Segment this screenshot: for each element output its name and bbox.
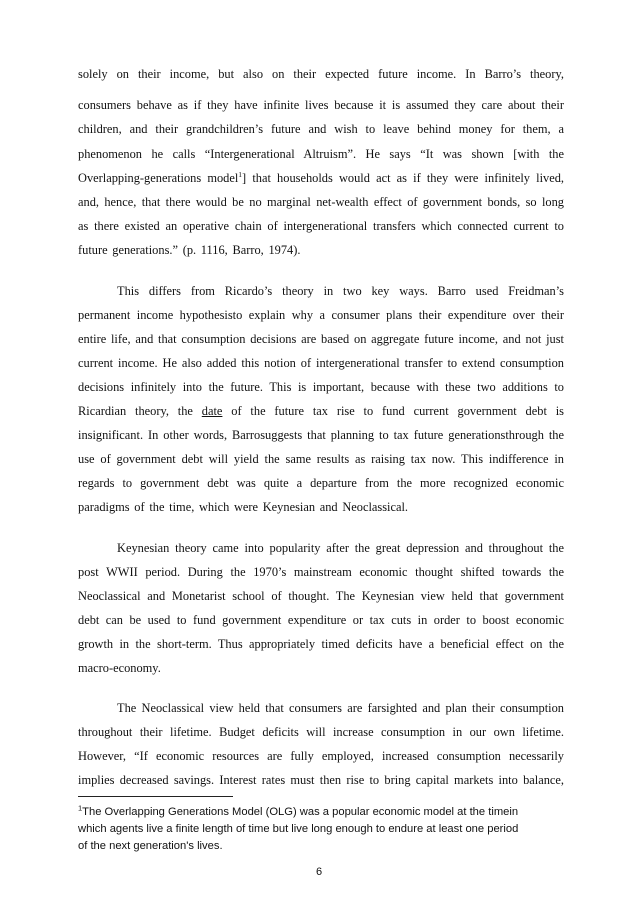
footnote-line [78, 804, 548, 820]
page-number: 6 [315, 866, 323, 878]
text-line: entire life, and that consumption decisions are based on aggregate future income, and not just [78, 332, 564, 346]
text-segment: of the future tax rise to fund current government debt is [222, 404, 564, 418]
footnote-line: of the next generation's lives. [78, 840, 223, 852]
text-line: This differs from Ricardo’s theory in two key ways. Barro used Freidman’s [117, 284, 564, 298]
text-line: consumers behave as if they have infinite lives because it is assumed they care about their [78, 98, 564, 112]
text-line: Neoclassical and Monetarist school of thought. The Keynesian view held that government [78, 589, 564, 603]
underlined-word: date [201, 404, 223, 418]
text-line: regards to government debt was quite a departure from the more recognized economic [78, 476, 564, 490]
footnote-separator [78, 796, 233, 797]
text-segment: Ricardian theory, the [78, 404, 202, 418]
text-segment: Overlapping-generations model [78, 171, 239, 185]
text-line: growth in the short-term. Thus appropriately timed deficits have a beneficial effect on the [78, 637, 564, 651]
text-line: debt can be used to fund government expenditure or tax cuts in order to boost economic [78, 613, 564, 627]
text-line: current income. He also added this notion of intergenerational transfer to extend consumption [78, 356, 564, 370]
text-line [78, 403, 564, 419]
footnote-marker: 1 [78, 803, 83, 813]
text-line: future generations.” (p. 1116, Barro, 1974). [78, 243, 301, 257]
text-line: phenomenon he calls “Intergenerational Altruism”. He says “It was shown [with the [78, 147, 564, 161]
text-line: use of government debt will yield the same results as raising tax now. This indifference in [78, 452, 564, 466]
text-line: throughout their lifetime. Budget deficits will increase consumption in our own lifetime. [78, 725, 564, 739]
text-segment: ] that households would act as if they were infinitely lived, [242, 171, 565, 185]
text-line: and, hence, that there would be no marginal net-wealth effect of government bonds, so long [78, 195, 564, 209]
text-line: macro-economy. [78, 661, 161, 675]
footnote-line: which agents live a finite length of time but live long enough to endure at least one period [78, 823, 519, 835]
text-line: However, “If economic resources are fully employed, increased consumption necessarily [78, 749, 564, 763]
text-line: paradigms of the time, which were Keynesian and Neoclassical. [78, 500, 409, 514]
text-line: insignificant. In other words, Barrosuggests that planning to tax future generationsthrough the [78, 428, 564, 442]
text-line: Keynesian theory came into popularity after the great depression and throughout the [117, 541, 564, 555]
text-line: decisions infinitely into the future. This is important, because with these two additions to [78, 380, 564, 394]
text-line: implies decreased savings. Interest rates must then rise to bring capital markets into balance, [78, 773, 564, 787]
text-line: solely on their income, but also on their expected future income. In Barro’s theory, [78, 67, 564, 81]
text-line: children, and their grandchildren’s future and wish to leave behind money for them, a [78, 122, 564, 136]
text-line: The Neoclassical view held that consumers are farsighted and plan their consumption [117, 701, 564, 715]
text-line [78, 170, 564, 186]
footnote-reference[interactable]: 1 [238, 169, 243, 179]
text-line: post WWII period. During the 1970’s mainstream economic thought shifted towards the [78, 565, 564, 579]
text-line: permanent income hypothesisto explain why a consumer plans their expenditure over their [78, 308, 564, 322]
text-segment: The Overlapping Generations Model (OLG) was a popular economic model at the timein [82, 806, 519, 818]
text-line: as there existed an operative chain of intergenerational transfers which connected current to [78, 219, 564, 233]
